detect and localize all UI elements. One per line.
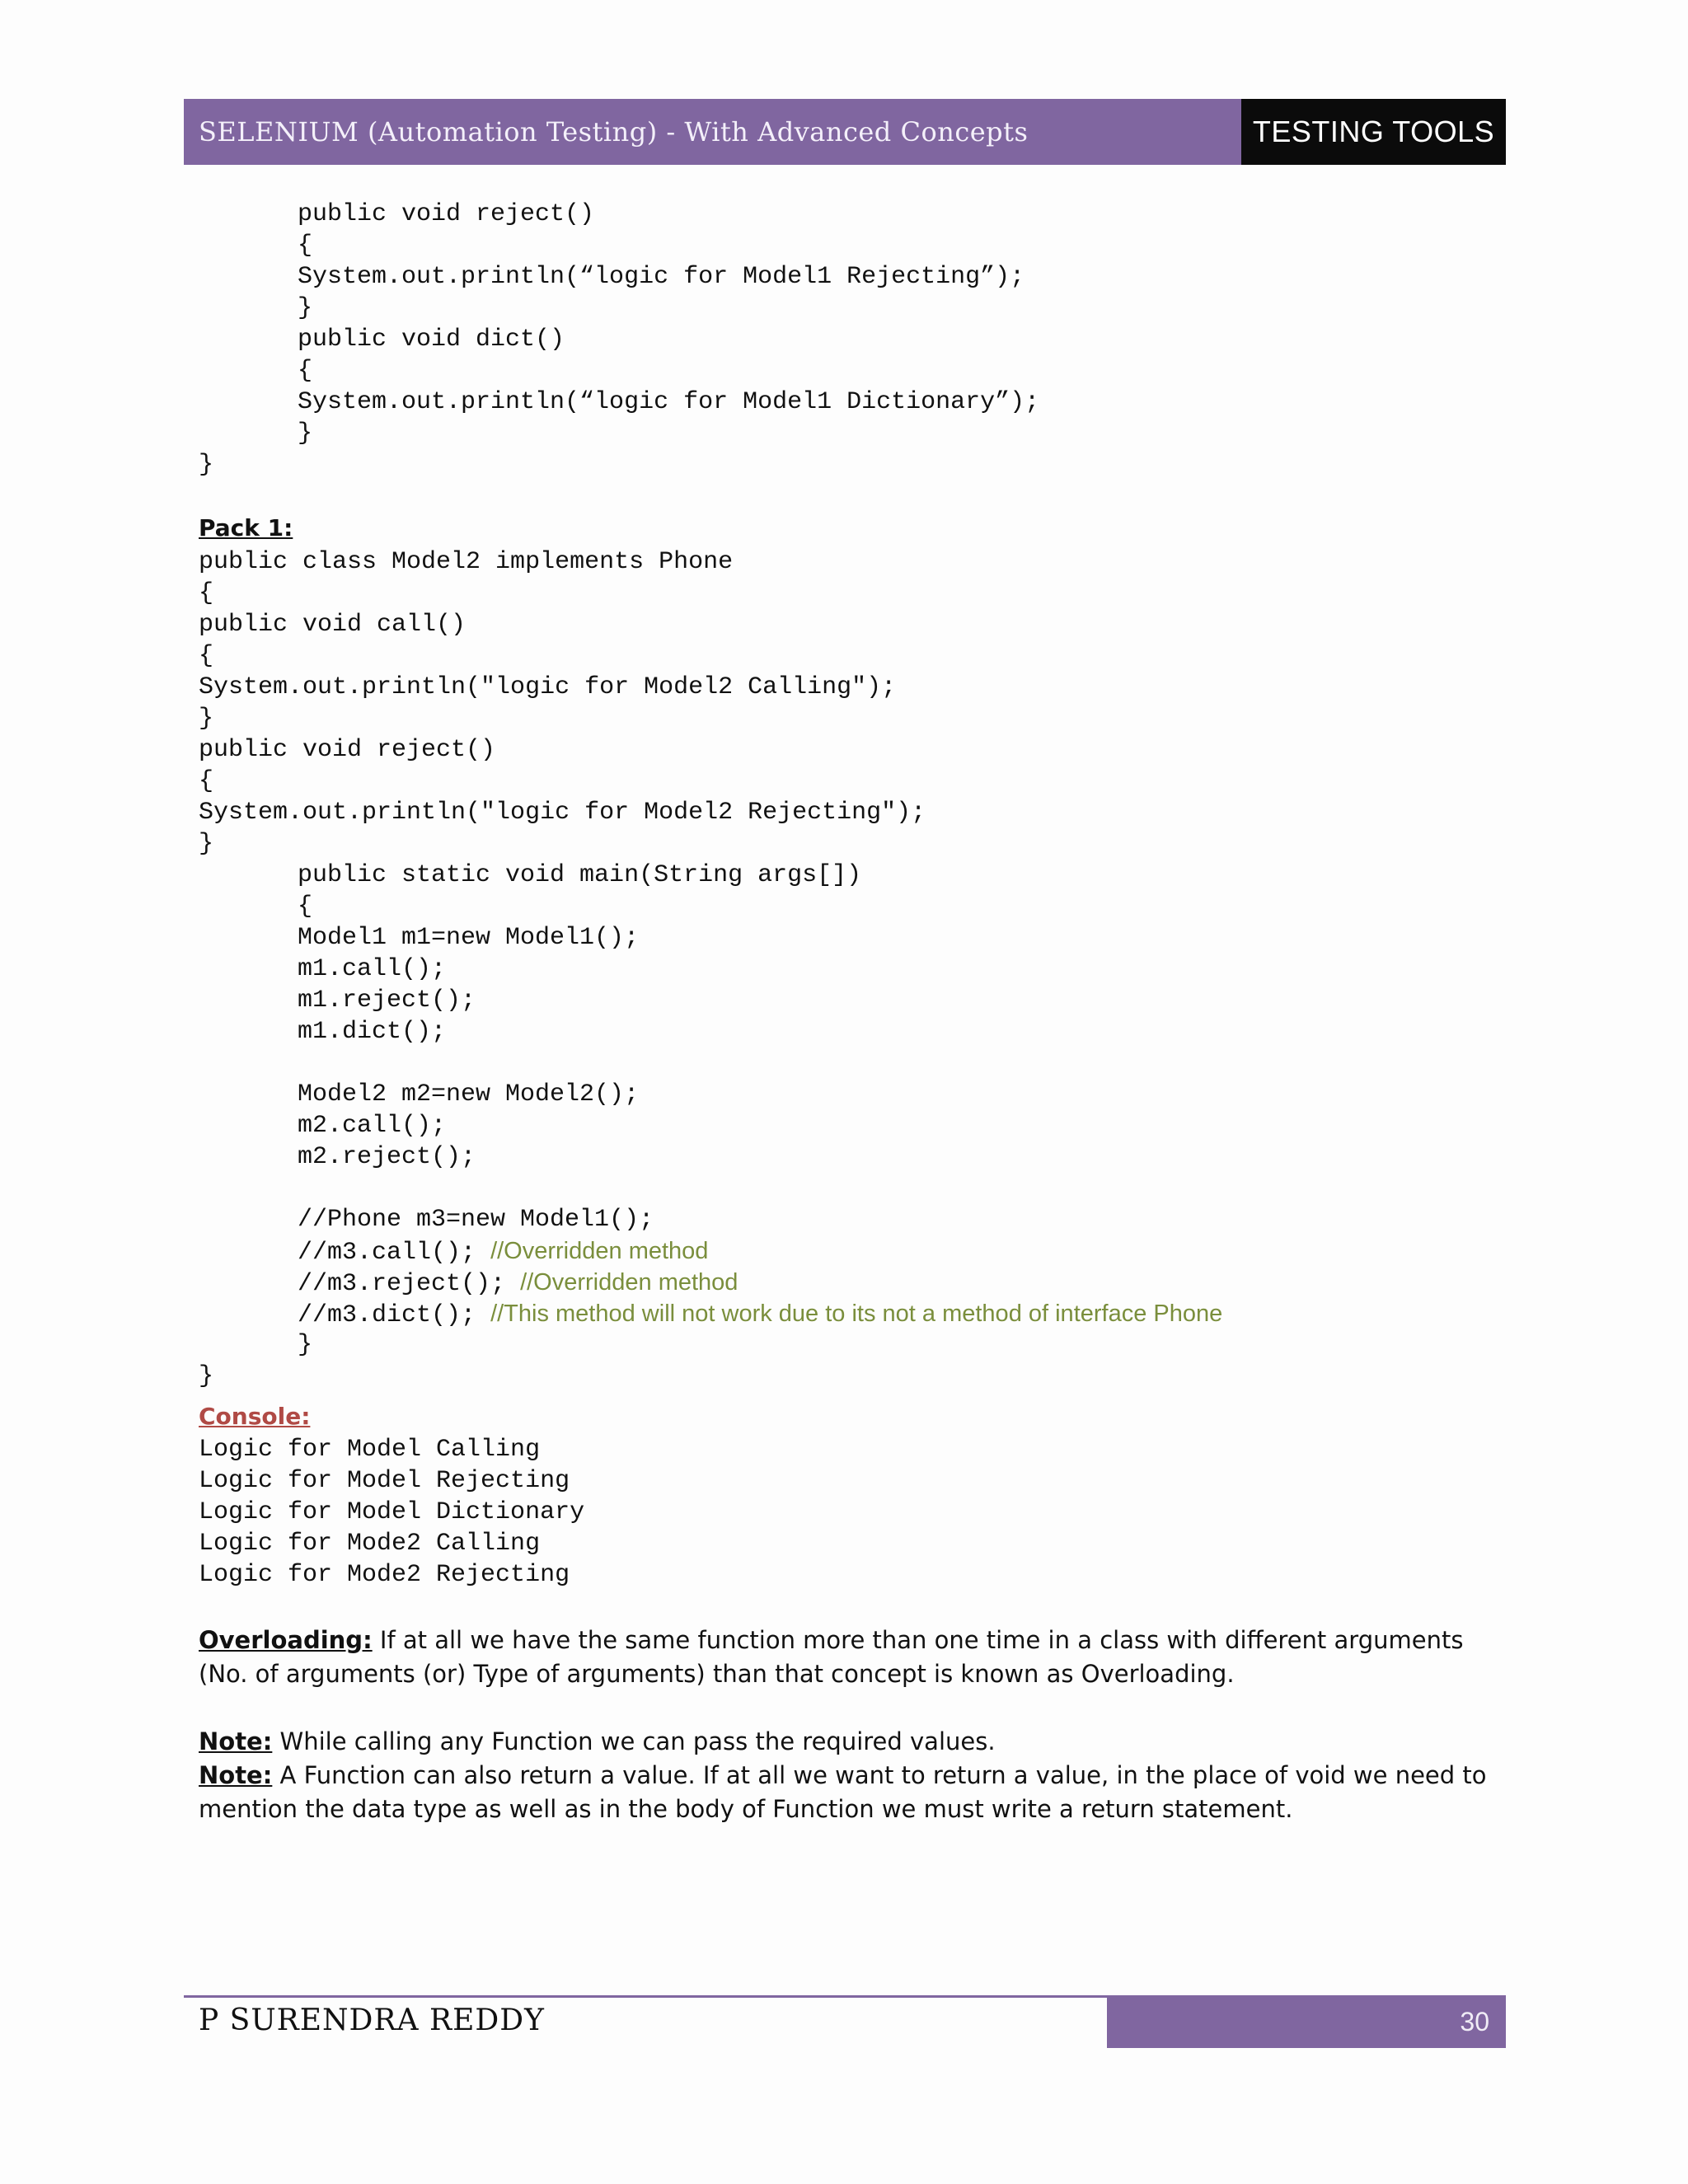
code-line: public void reject() — [199, 736, 496, 764]
code-line: public static void main(String args[]) — [298, 861, 862, 889]
code-line: public void reject() — [298, 200, 595, 228]
code-text: //m3.call(); — [298, 1239, 476, 1267]
pack-heading: Pack 1: — [199, 514, 293, 541]
code-line: { — [199, 767, 214, 795]
code-line: { — [199, 579, 214, 607]
code-line: System.out.println(“logic for Model1 Rejecting”); — [298, 263, 1025, 291]
code-comment: //This method will not work due to its not a method of interface Phone — [490, 1301, 1223, 1327]
code-comment: //Overridden method — [490, 1238, 709, 1264]
code-comment: //Overridden method — [520, 1269, 738, 1296]
code-line: { — [298, 893, 313, 921]
console-output — [199, 1434, 584, 1591]
note-label: Note: — [199, 1761, 273, 1789]
code-line: System.out.println("logic for Model2 Rejecting"); — [199, 799, 926, 827]
code-line: m1.dict(); — [298, 1018, 447, 1046]
code-text: //m3.dict(); — [298, 1301, 476, 1329]
code-text: //m3.reject(); — [298, 1270, 506, 1298]
code-line: } — [199, 705, 214, 733]
console-line: Logic for Model Rejecting — [199, 1467, 570, 1495]
overloading-text: If at all we have the same function more than one time in a class with different arguments (No. of arguments (or) Type of arguments) than that concept is known as Overloading. — [199, 1626, 1464, 1688]
code-line: } — [199, 1362, 214, 1390]
code-line: System.out.println("logic for Model2 Calling"); — [199, 673, 897, 701]
overloading-paragraph — [199, 1624, 1501, 1691]
code-line: { — [298, 357, 313, 385]
code-line: //Phone m3=new Model1(); — [298, 1206, 654, 1234]
console-line: Logic for Mode2 Rejecting — [199, 1561, 570, 1589]
page-header — [184, 99, 1506, 165]
code-line — [199, 1235, 1222, 1267]
document-title: SELENIUM (Automation Testing) - With Advanced Concepts — [184, 99, 1241, 165]
note-text: While calling any Function we can pass the required values. — [272, 1727, 996, 1755]
code-line — [199, 1267, 1222, 1298]
page-number-box — [1107, 1995, 1506, 2048]
code-line: m1.reject(); — [298, 987, 476, 1015]
section-label: TESTING TOOLS — [1241, 99, 1506, 165]
code-block-main — [199, 546, 1222, 1392]
code-line: } — [199, 830, 214, 858]
code-line: public void call() — [199, 611, 467, 639]
code-line: m1.call(); — [298, 955, 447, 983]
code-line: } — [298, 1331, 313, 1359]
note-paragraph — [199, 1725, 1501, 1759]
console-line: Logic for Model Calling — [199, 1436, 541, 1464]
code-line: Model1 m1=new Model1(); — [298, 924, 640, 952]
code-line: Model2 m2=new Model2(); — [298, 1080, 640, 1108]
code-line: { — [298, 232, 313, 260]
code-line: } — [298, 419, 313, 448]
note-label: Note: — [199, 1727, 273, 1755]
code-line — [199, 1173, 1222, 1204]
code-line: { — [199, 642, 214, 670]
code-block-top — [199, 199, 1039, 480]
code-line: } — [298, 294, 313, 322]
code-line: } — [199, 451, 214, 479]
code-line: public class Model2 implements Phone — [199, 548, 734, 576]
code-line: System.out.println(“logic for Model1 Dictionary”); — [298, 388, 1040, 416]
console-heading: Console: — [199, 1403, 311, 1430]
overloading-label: Overloading: — [199, 1626, 373, 1654]
console-line: Logic for Mode2 Calling — [199, 1530, 541, 1558]
code-line — [199, 1298, 1222, 1329]
page-number: 30 — [1460, 2006, 1489, 2036]
code-line — [199, 1047, 1222, 1079]
code-line: public void dict() — [298, 326, 565, 354]
code-line: m2.call(); — [298, 1112, 447, 1140]
footer-author: P SURENDRA REDDY — [199, 2003, 545, 2037]
note-text: A Function can also return a value. If at all we want to return a value, in the place of void we need to mention the data type as well as in the body of Function we must write a return statement. — [199, 1761, 1487, 1823]
console-line: Logic for Model Dictionary — [199, 1498, 585, 1526]
note-paragraph — [199, 1759, 1501, 1826]
code-line: m2.reject(); — [298, 1143, 476, 1171]
